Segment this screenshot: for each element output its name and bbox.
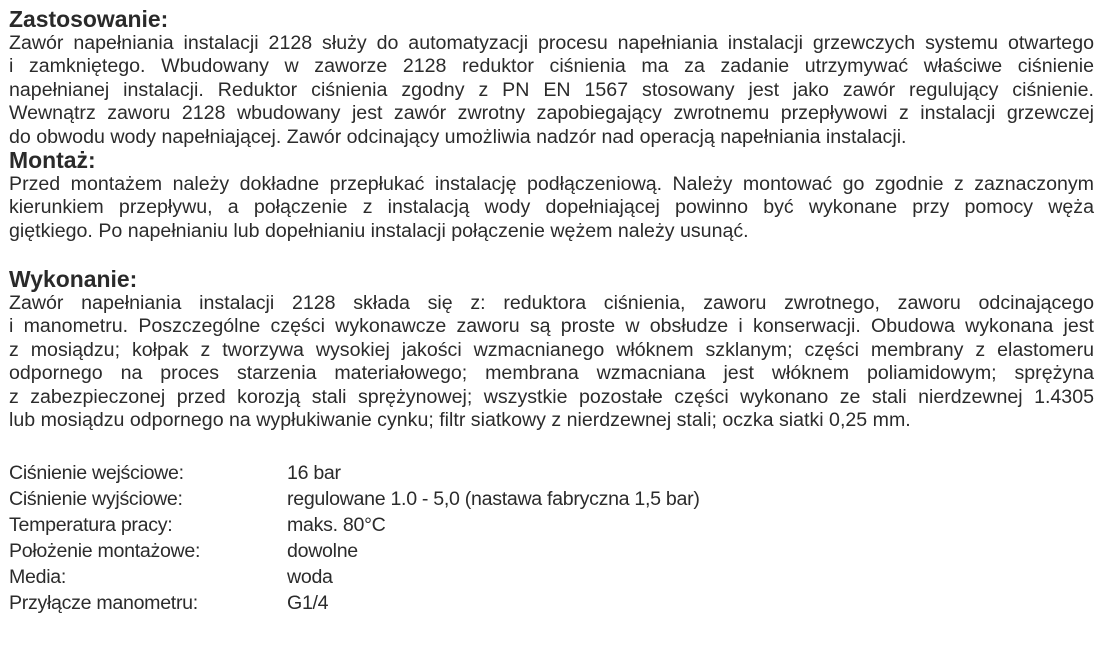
spec-value: dowolne [287, 539, 358, 562]
paragraph-line: z zabezpieczonej przed korozją stali sprężynowej; wszystkie pozostałe części wykonano ze stali nierdzewnej 1.4305 [9, 385, 1094, 408]
paragraph-line: giętkiego. Po napełnianiu lub dopełnianiu instalacji połączenie wężem należy usunąć. [9, 219, 749, 242]
spec-value: regulowane 1.0 - 5,0 (nastawa fabryczna 1,5 bar) [287, 487, 700, 510]
paragraph-line: kierunkiem przepływu, a połączenie z instalacją wody dopełniającej powinno być wykonane przy pomocy węża [9, 196, 1094, 218]
section-installation [9, 149, 1094, 243]
section-title-application: Zastosowanie: [9, 6, 169, 32]
paragraph-line: odpornego na proces starzenia materiałowego; membrana wzmacniana jest włóknem poliamidowym; sprężyna [9, 362, 1094, 384]
spec-value: 16 bar [287, 461, 341, 484]
specifications-table [9, 460, 1094, 616]
spec-value: woda [287, 565, 333, 588]
section-application [9, 8, 1094, 149]
spacer [9, 243, 1094, 268]
spec-label: Ciśnienie wyjściowe: [9, 487, 183, 510]
section-construction [9, 268, 1094, 433]
spec-label: Temperatura pracy: [9, 513, 173, 536]
section-title-construction: Wykonanie: [9, 266, 138, 292]
paragraph-line: i manometru. Poszczególne części wykonawcze zaworu są proste w obsłudze i konserwacji. Obudowa wykonana jest [9, 315, 1094, 337]
spec-row-operating-temperature [9, 512, 1094, 538]
paragraph-line: lub mosiądzu odpornego na wypłukiwanie cynku; filtr siatkowy z nierdzewnej stali; oczka siatki 0,25 mm. [9, 409, 911, 431]
construction-paragraph [9, 292, 1094, 433]
spec-row-outlet-pressure [9, 486, 1094, 512]
paragraph-line: napełnianej instalacji. Reduktor ciśnienia zgodny z PN EN 1567 stosowany jest jako zawór regulujący ciśnienie. [9, 78, 1094, 101]
spec-row-gauge-connection [9, 590, 1094, 616]
paragraph-line: do obwodu wody napełniającej. Zawór odcinający umożliwia nadzór nad operacją napełniania instalacji. [9, 125, 907, 148]
application-paragraph [9, 32, 1094, 150]
spec-label: Położenie montażowe: [9, 539, 201, 562]
spec-row-inlet-pressure [9, 460, 1094, 486]
spec-label: Ciśnienie wejściowe: [9, 461, 184, 484]
spacer [9, 433, 1094, 458]
spec-value: maks. 80°C [287, 513, 386, 536]
section-title-installation: Montaż: [9, 147, 96, 173]
paragraph-line: Przed montażem należy dokładne przepłukać instalację podłączeniową. Należy montować go zgodnie z zaznaczonym [9, 172, 1094, 195]
spec-row-media [9, 564, 1094, 590]
spec-label: Media: [9, 565, 67, 588]
installation-paragraph [9, 173, 1094, 244]
paragraph-line: Zawór napełniania instalacji 2128 służy do automatyzacji procesu napełniania instalacji grzewczych systemu otwartego [9, 31, 1094, 54]
spec-value: G1/4 [287, 591, 329, 614]
spec-label: Przyłącze manometru: [9, 591, 198, 614]
spec-row-mounting-position [9, 538, 1094, 564]
paragraph-line: Zawór napełniania instalacji 2128 składa się z: reduktora ciśnienia, zaworu zwrotnego, zaworu odcinającego [9, 291, 1094, 314]
paragraph-line: Wewnątrz zaworu 2128 wbudowany jest zawór zwrotny zapobiegający zwrotnemu przepływowi z instalacji grzewczej [9, 102, 1094, 124]
paragraph-line: i zamkniętego. Wbudowany w zaworze 2128 reduktor ciśnienia ma za zadanie utrzymywać właściwe ciśnienie [9, 55, 1094, 77]
paragraph-line: z mosiądzu; kołpak z tworzywa wysokiej jakości wzmacnianego włóknem szklanym; części membrany z elastomeru [9, 338, 1094, 361]
